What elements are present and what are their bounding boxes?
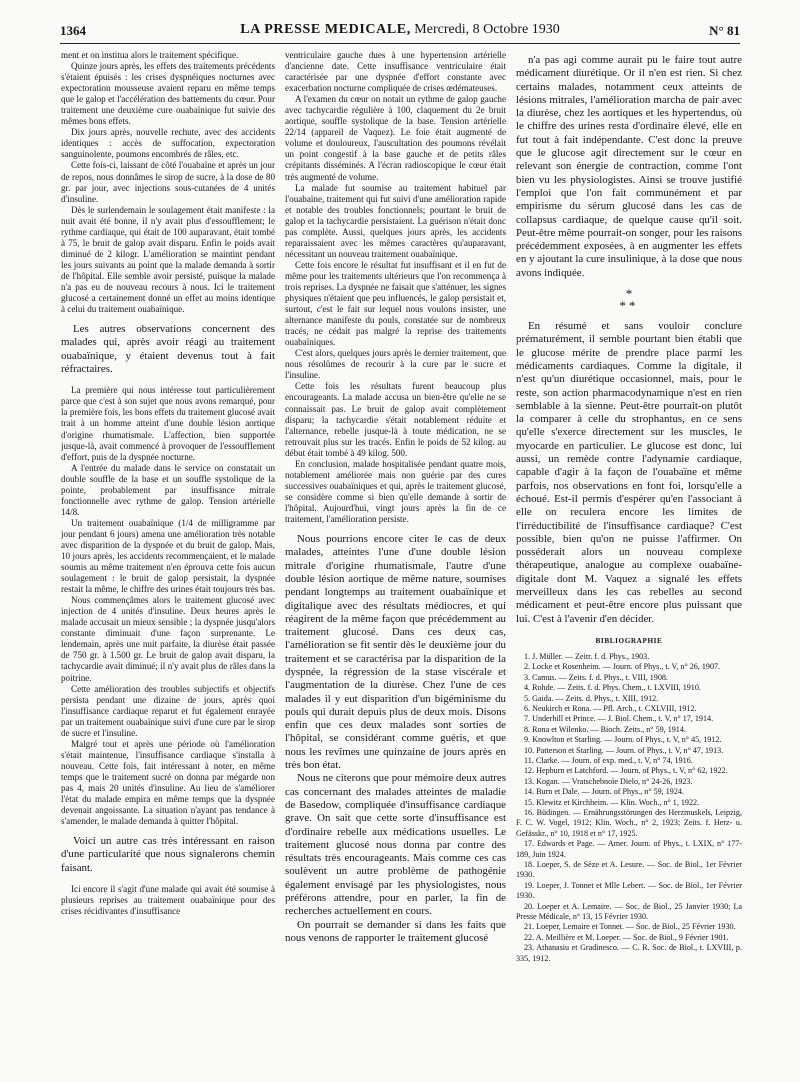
paragraph: A l'examen du cœur on notait un rythme de galop gauche avec tachycardie régulière à 100, claquement du 2e bruit aortique, souffle systolique de la base. Tension artérielle 22/14 (appareil de Vaquez). Le foie était augmenté de volume et douloureux, l'auscultation des poumons révélait un point congestif à la base gauche et de petits râles crépitants disséminés. A l'écran radioscopique le cœur était très augmenté de volume. bbox=[285, 94, 506, 182]
paragraph: Un traitement ouabaïnique (1/4 de milligramme par jour pendant 6 jours) amena une amélioration très notable avec disparition de la dyspnée et du bruit de galop. Mais, 10 jours après, les accidents recommençaient, et le malade soumis au même traitement n'en éprouva cette fois aucun soulagement : le bruit de galop persistait, la dyspnée restait la même, le chiffre des urines était toujours très bas. bbox=[61, 517, 275, 595]
paragraph: La malade fut soumise au traitement habituel par l'ouabaïne, traitement qui fut suivi d'une amélioration rapide et notable des troubles fonctionnels; pourtant le bruit de galop et la tachycardie persistaient. La guérison n'était donc pas complète. Aussi, quelques jours après, les accidents reparaissaient avec les mêmes caractères qu'auparavant, nécessitant un nouveau traitement ouabaïnique. bbox=[285, 182, 506, 259]
large-print-block bbox=[516, 54, 742, 280]
asterism-bottom: ** bbox=[619, 298, 639, 314]
paragraph: Nous ne citerons que pour mémoire deux autres cas concernant des malades atteintes de maladie de Basedow, compliquée d'insuffisance cardiaque grave. On sait que cette sorte d'insuffisance est d'ordinaire rebelle aux médications usuelles. Le traitement glucosé nous donna par contre des résultats très encourageants. Mais comme ces cas soulèvent un autre problème de pathogénie également envisagé par les physiologistes, nous préférons attendre, pour en parler, la fin de recherches actuellement en cours. bbox=[285, 772, 506, 918]
asterism-top: * bbox=[625, 286, 633, 302]
paragraph: Dix jours après, nouvelle rechute, avec des accidents identiques : accès de suffocation, expectoration sanguinolente, poumons encombrés de râles, etc. bbox=[61, 127, 275, 160]
reference-item: 18. Loeper, S. de Sèze et A. Lesure. — Soc. de Biol., 1er Février 1930. bbox=[516, 860, 742, 880]
reference-item: 16. Büdingen. — Ernährungsstörungen des Herzmuskels, Leipzig, F. C. W. Vogel, 1912; Klin. Woch., n° 2, 1923; Zeits. f. Herz- u. Gefässkr., n° 10, 1918 et n° 17, 1925. bbox=[516, 808, 742, 838]
reference-item: 14. Burn et Dale. — Journ. of Phys., n° 59, 1924. bbox=[524, 787, 684, 797]
reference-item: 17. Edwards et Page. — Amer. Journ. of Phys., t. LXIX, n° 177-189, Juin 1924. bbox=[516, 839, 742, 859]
reference-item: 12. Hepburn et Latchford. — Journ. of Phys., t. V, n° 62, 1922. bbox=[524, 766, 728, 776]
text-column-1 bbox=[61, 50, 275, 1070]
reference-item: 5. Gaida. — Zeits. d. Phys., t. XIII, 1912. bbox=[524, 693, 659, 703]
reference-item: 8. Rona et Wilenko. — Bioch. Zeits., n° 59, 1914. bbox=[524, 724, 686, 734]
large-print-block bbox=[61, 835, 275, 875]
journal-header bbox=[60, 22, 740, 38]
large-print-block bbox=[285, 533, 506, 945]
issue-date: Mercredi, 8 Octobre 1930 bbox=[414, 22, 560, 37]
journal-title: LA PRESSE MEDICALE, bbox=[240, 22, 411, 37]
paragraph: On pourrait se demander si dans les faits que nous venons de rapporter le traitement glucosé bbox=[285, 918, 506, 944]
large-print-block bbox=[61, 323, 275, 376]
reference-item: 2. Locke et Rosenheim. — Journ. of Phys., t. V, n° 26, 1907. bbox=[524, 662, 721, 672]
reference-item: 3. Camus. — Zeits. f. d. Phys., t. VIII, 1908. bbox=[524, 672, 668, 682]
paragraph: n'a pas agi comme aurait pu le faire tout autre médicament diurétique. Or il n'en est rien. Si chez certains malades, notamment ceux atteints de lésions mitrales, l'amélioration marcha de pair avec la diurèse, chez les aortiques et les hypertendus, où le chiffre des urines resta d'ordinaire élevé, elle en fut tout à fait indépendante. C'est donc la preuve que le glucose agit directement sur le cœur en relevant son énergie de contraction, comme l'ont bien vu les physiologistes. Ainsi se trouve justifié l'emploi que l'on fait communément et par empirisme du sérum glucosé dans les cas de collapsus cardiaque, de quelque cause qu'il soit. Peut-être même pourrait-on songer, pour les raisons précédemment exposées, à en augmenter les effets en y ajoutant la cure insulinique, à la dose que nous avons indiquée. bbox=[516, 54, 742, 279]
page-header bbox=[60, 21, 740, 44]
paragraph: Nous commençâmes alors le traitement glucosé avec injection de 4 unités d'insuline. Deux heures après le malade accusait un mieux sensible ; la dyspnée jusqu'alors constante diminuait d'une façon surprenante. Le lendemain, après une nuit parfaite, la diurèse était passée de 750 gr. à 1.500 gr. Le bruit de galop avait disparu, la tachycardie avait diminué; il n'y avait plus de râles dans la poitrine. bbox=[61, 595, 275, 683]
paragraph: La première qui nous intéresse tout particulièrement parce que c'est à son sujet que nous avons remarqué, pour la première fois, les bons effets du traitement glucosé avait trait à un homme atteint d'une double lésion aortique d'origine rhumatismale. L'affection, bien supportée jusque-là, avait commencé à provoquer de l'essoufflement d'effort, puis de la dyspnée nocturne. bbox=[61, 385, 275, 462]
paragraph: Cette amélioration des troubles subjectifs et objectifs persista pendant une dizaine de jours, après quoi l'insuffisance cardiaque reparut et fut également enrayée par un traitement ouabaïnique suivi d'une cure par le sirop de sucre et l'insuline. bbox=[61, 683, 275, 738]
reference-item: 7. Underhill et Prince. — J. Biol. Chem., t. V, n° 17, 1914. bbox=[524, 714, 714, 724]
paragraph: En résumé et sans vouloir conclure prématurément, il semble pourtant bien établi que le glucose mérite de prendre place parmi les médicaments cardiaques. Comme la digitale, il n'est qu'un diurétique occasionnel, mais, pour le reste, son action pharmacodynamique n'est en rien semblable à la sienne. Peut-être pourrait-on plutôt la comparer à celle du strophantus, en ce sens qu'elle s'exerce directement sur les muscles, le myocarde en particulier. Le glucose est donc, lui aussi, un remède contre l'adynamie cardiaque, capable d'agir à la façon de l'ouabaïne et même parfois, nos observations en font foi, lorsqu'elle a échoué. Est-il permis d'espérer qu'en l'associant à elle on reculera encore les limites de l'irréductibilité de l'insuffisance cardiaque? C'est possible, bien qu'on ne puisse l'affirmer. On posséderait alors un nouveau complexe thérapeutique, analogue au complexe ouabaïne-digitale dont M. Vaquez a signalé les effets merveilleux dans les cas rebelles au second médicament et peut-être encore plus puissant que lui. C'est à l'avenir d'en décider. bbox=[516, 320, 742, 625]
reference-item: 15. Klewitz et Kirchheim. — Klin. Woch., n° 1, 1922. bbox=[524, 797, 700, 807]
paragraph: Voici un autre cas très intéressant en raison d'une particularité que nous signalerons chemin faisant. bbox=[61, 835, 275, 874]
paragraph: Cette fois les résultats furent beaucoup plus encourageants. La malade accusa un bien-être qu'elle ne se connaissait pas. Le bruit de galop avait complètement disparu; la tachycardie s'était notablement réduite et l'alternance, rebelle jusque-là à toute médication, ne se retrouvait plus sur les tracés. Enfin le poids de 52 kilog. au début était tombé à 49 kilog. 500. bbox=[285, 381, 506, 458]
reference-item: 13. Kogan. — Vratschebnoïe Dielo, n° 24-26, 1923. bbox=[524, 776, 693, 786]
reference-item: 4. Rohde. — Zeits. f. d. Phys. Chem., t. LXVIII, 1910. bbox=[524, 683, 701, 693]
reference-item: 23. Athanasiu et Gradinesco. — C. R. Soc. de Biol., t. LXVIII, p. 335, 1912. bbox=[516, 943, 742, 963]
paragraph: ventriculaire gauche dues à une hypertension artérielle d'ancienne date. Cette insuffisance ventriculaire était caractérisée par une dyspnée d'effort constante avec exacerbation nocturne compliquée de crises œdémateuses. bbox=[285, 50, 506, 94]
text-column-3 bbox=[516, 50, 742, 1070]
paragraph: Les autres observations concernent des malades qui, après avoir réagi au traitement ouabaïnique, y étaient devenus tout à fait réfractaires. bbox=[61, 323, 275, 376]
paragraph: Cette fois encore le résultat fut insuffisant et il en fut de même pour les traitements ultérieurs que l'on recommença à trois reprises. La dyspnée ne faisait que s'atténuer, les signes physiques n'étaient que peu influencés, le galop persistait et, surtout, c'est le fait sur lequel nous voulons insister, une alternance manifeste du pouls, constatée sur de nombreux tracés, ne cédait pas malgré la reprise des traitements ouabaïniques. bbox=[285, 259, 506, 348]
paragraph: Malgré tout et après une période où l'amélioration s'était maintenue, l'insuffisance cardiaque s'installa à nouveau. Cette fois, fait intéressant à noter, en même temps que le traitement sucré on donna par mégarde non pas 4, mais 20 unités d'insuline. Au lieu de s'améliorer l'état du malade empira en même temps que la dyspnée devenait angoissante. La situation n'ayant pas tendance à s'amender, le malade demanda à quitter l'hôpital. bbox=[61, 738, 275, 827]
paragraph: En conclusion, malade hospitalisée pendant quatre mois, notablement améliorée mais non guérie par des cures successives ouabaïniques et qui, après le traitement glucosé, se considère comme si bien qu'elle demande à sortir de l'hôpital. Aujourd'hui, vingt jours après la fin de ce traitement, l'amélioration persiste. bbox=[285, 458, 506, 524]
bibliography-heading: BIBLIOGRAPHIE bbox=[595, 636, 663, 645]
paragraph: Nous pourrions encore citer le cas de deux malades, atteintes l'une d'une double lésion mitrale d'origine rhumatismale, l'autre d'une double lésion aortique de même nature, soumises pendant longtemps au traitement ouabaïnique et digitalique avec des résultats médiocres, et qui réagirent de la même façon que précédemment au traitement glucosé. Dans ces deux cas, l'amélioration se fit sentir dès le deuxième jour du traitement et se caractérisa par la disparition de la dyspnée, la régression de la stase viscérale et l'augmentation de la diurèse. Chez l'une de ces malades il y eut disparition d'un bigéminisme du pouls qui durait depuis plus de deux mois. Disons enfin que ces deux malades sont sorties de l'hôpital, se considérant comme guéris, et que nous les revîmes une quinzaine de jours après en très bon état. bbox=[285, 533, 506, 772]
text-column-2 bbox=[285, 50, 506, 1070]
section-separator bbox=[516, 288, 742, 312]
reference-item: 10. Patterson et Starling. — Journ. of Phys., t. V, n° 47, 1913. bbox=[524, 745, 724, 755]
reference-item: 11. Clarke. — Journ. of exp. med., t. V, n° 74, 1916. bbox=[524, 755, 693, 765]
large-print-block bbox=[516, 320, 742, 626]
paragraph: Cette fois-ci, laissant de côté l'ouabaïne et après un jour de repos, nous donnâmes le sirop de sucre, à la dose de 80 gr. par jour, avec injections sous-cutanées de 4 unités d'insuline. bbox=[61, 160, 275, 204]
reference-item: 1. J. Müller. — Zeitr. f. d. Phys., 1903. bbox=[524, 651, 650, 661]
reference-item: 20. Loeper et A. Lemaire. — Soc. de Biol., 25 Janvier 1930; La Presse Médicale, n° 13, 15 Février 1930. bbox=[516, 901, 742, 922]
issue-number: N° 81 bbox=[709, 23, 740, 38]
reference-item: 22. A. Meillière et M. Loeper. — Soc. de Biol., 9 Février 1901. bbox=[524, 932, 729, 942]
paragraph: A l'entrée du malade dans le service on constatait un double souffle de la base et un souffle systolique de la pointe, probablement par insuffisance mitrale fonctionnelle avec rythme de galop. Tension artérielle 14/8. bbox=[61, 462, 275, 517]
bibliography-list bbox=[516, 652, 742, 964]
page-number: 1364 bbox=[60, 23, 86, 38]
paragraph: Quinze jours après, les effets des traitements précédents s'étaient épuisés : les crises dyspnéiques nocturnes avec expectoration mousseuse avaient reparu en même temps que le galop et l'accélération des battements du cœur. Pour traitement une deuxième cure ouabaïnique fut suivie des mêmes bons effets. bbox=[61, 61, 275, 127]
paragraph: C'est alors, quelques jours après le dernier traitement, que nous résolûmes de recourir à la cure par le sucre et l'insuline. bbox=[285, 348, 506, 381]
paragraph: Dès le surlendemain le soulagement était manifeste : la nuit avait été bonne, il n'y avait plus d'essoufflement; le rythme cardiaque, qui était de 100 auparavant, était tombé à 75, le bruit de galop avait disparu. Enfin le poids avait diminué de 2 kilogr. L'amélioration se maintint pendant les jours suivants au point que la malade demanda à sortir de l'hôpital. Elle semble avoir persisté, puisque la malade n'a pas eu de nouveau recours à nous. Ici le traitement glucosé a certainement donné un effet au moins identique à celui du traitement ouabaïnique. bbox=[61, 204, 275, 315]
reference-item: 6. Neukirch et Rona. — Pfl. Arch., t. CXLVIII, 1912. bbox=[524, 703, 697, 713]
reference-item: 21. Loeper, Lemaire et Tonnet. — Soc. de Biol., 25 Février 1930. bbox=[524, 922, 736, 932]
paragraph: ment et on institua alors le traitement spécifique. bbox=[61, 50, 239, 60]
paragraph: Ici encore il s'agit d'une malade qui avait été soumise à plusieurs reprises au traitement ouabaïnique pour des crises récidivantes d'insuffisance bbox=[61, 884, 275, 917]
reference-item: 19. Loeper, J. Tonnet et Mlle Lebert. — Soc. de Biol., 1er Février 1930. bbox=[516, 880, 742, 901]
reference-item: 9. Knowlton et Starling. — Journ. of Phys., t. V, n° 45, 1912. bbox=[524, 735, 722, 745]
